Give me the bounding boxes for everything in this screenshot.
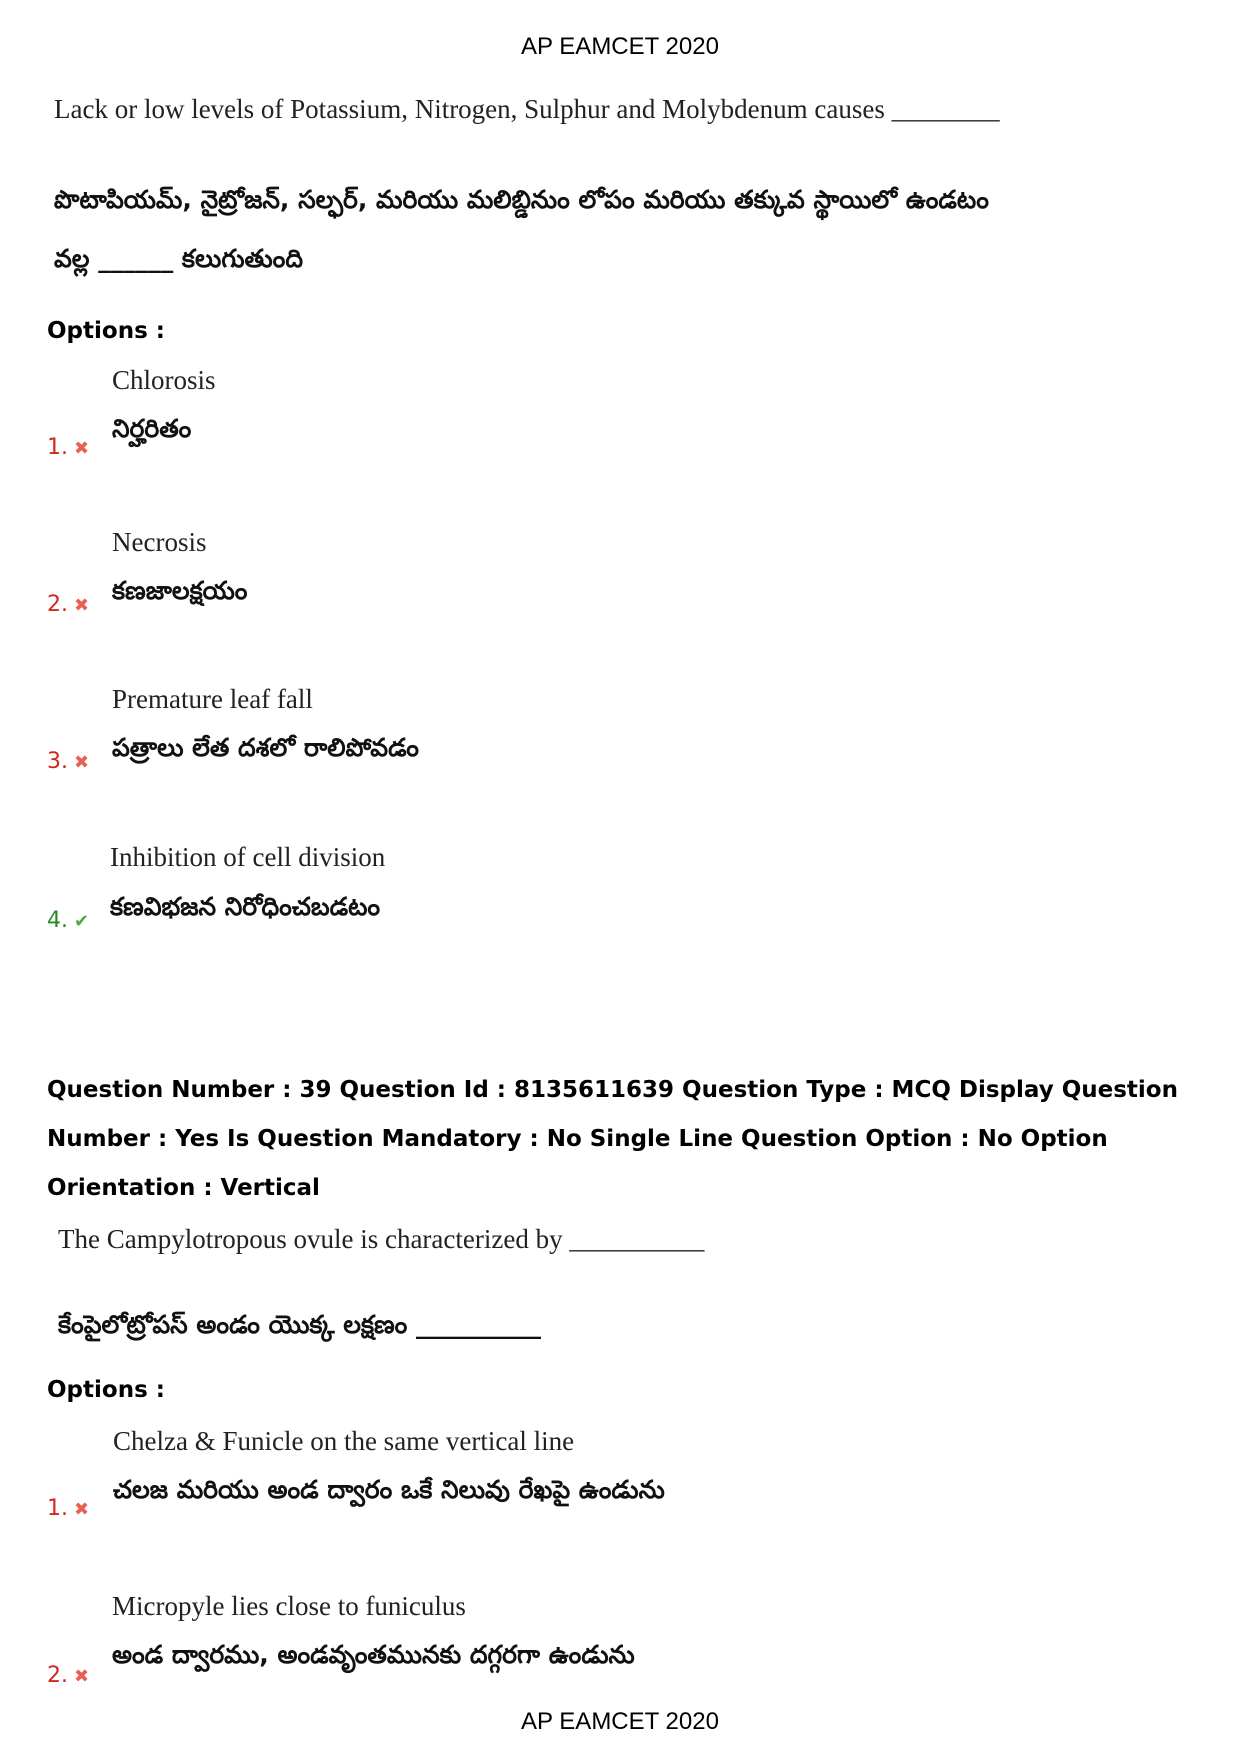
option-2-en: Micropyle lies close to funiculus [112, 1591, 466, 1621]
page-header: AP EAMCET 2020 [521, 33, 719, 60]
option-1-en: Chlorosis [112, 365, 216, 395]
option-1-number: 1. ✖ [47, 435, 90, 460]
question-text-en: The Campylotropous ovule is characterized by __________ [58, 1224, 705, 1254]
correct-check-icon: ✔ [74, 911, 90, 932]
option-3-number: 3. ✖ [47, 749, 90, 774]
option-4-te: కణవిభజన నిరోధించబడటం [110, 892, 381, 921]
option-4-en: Inhibition of cell division [110, 842, 386, 872]
option-1-number: 1. ✖ [47, 1496, 90, 1521]
wrong-icon: ✖ [74, 1499, 90, 1520]
option-3-en: Premature leaf fall [112, 684, 313, 714]
option-1-en: Chelza & Funicle on the same vertical line [113, 1426, 575, 1456]
option-2-en: Necrosis [112, 527, 207, 557]
question-text-en: Lack or low levels of Potassium, Nitrogen, Sulphur and Molybdenum causes ________ [54, 94, 1000, 124]
wrong-icon: ✖ [74, 595, 90, 616]
option-4-number: 4. ✔ [47, 908, 90, 933]
question-text-te: కేంపైలోట్రోపస్ అండం యొక్క లక్షణం __________ [58, 1310, 542, 1339]
page-footer: AP EAMCET 2020 [521, 1708, 719, 1735]
option-3-te: పత్రాలు లేత దశలో రాలిపోవడం [112, 733, 419, 762]
question-meta: Question Number : 39 Question Id : 8135611639 Question Type : MCQ Display Question [47, 1077, 1178, 1103]
option-2-number: 2. ✖ [47, 592, 90, 617]
wrong-icon: ✖ [74, 438, 90, 459]
question-meta: Orientation : Vertical [47, 1175, 320, 1201]
option-2-te: కణజాలక్షయం [112, 576, 248, 605]
option-2-te: అండ ద్వారము, అండవృంతమునకు దగ్గరగా ఉండును [112, 1640, 635, 1669]
options-label: Options : [47, 318, 165, 344]
wrong-icon: ✖ [74, 752, 90, 773]
question-text-te: పొటాపియమ్, నైట్రోజన్, సల్ఫర్, మరియు మలిబ్డినుం లోపం మరియు తక్కువ స్థాయిలో ఉండటం [54, 185, 989, 214]
question-text-te: వల్ల ______ కలుగుతుంది [54, 244, 303, 273]
wrong-icon: ✖ [74, 1666, 90, 1687]
option-1-te: నిర్హరితం [112, 414, 192, 443]
option-2-number: 2. ✖ [47, 1663, 90, 1688]
option-1-te: చలజ మరియు అండ ద్వారం ఒకే నిలువు రేఖపై ఉండును [113, 1475, 665, 1504]
options-label: Options : [47, 1377, 165, 1403]
question-meta: Number : Yes Is Question Mandatory : No Single Line Question Option : No Option [47, 1126, 1108, 1152]
